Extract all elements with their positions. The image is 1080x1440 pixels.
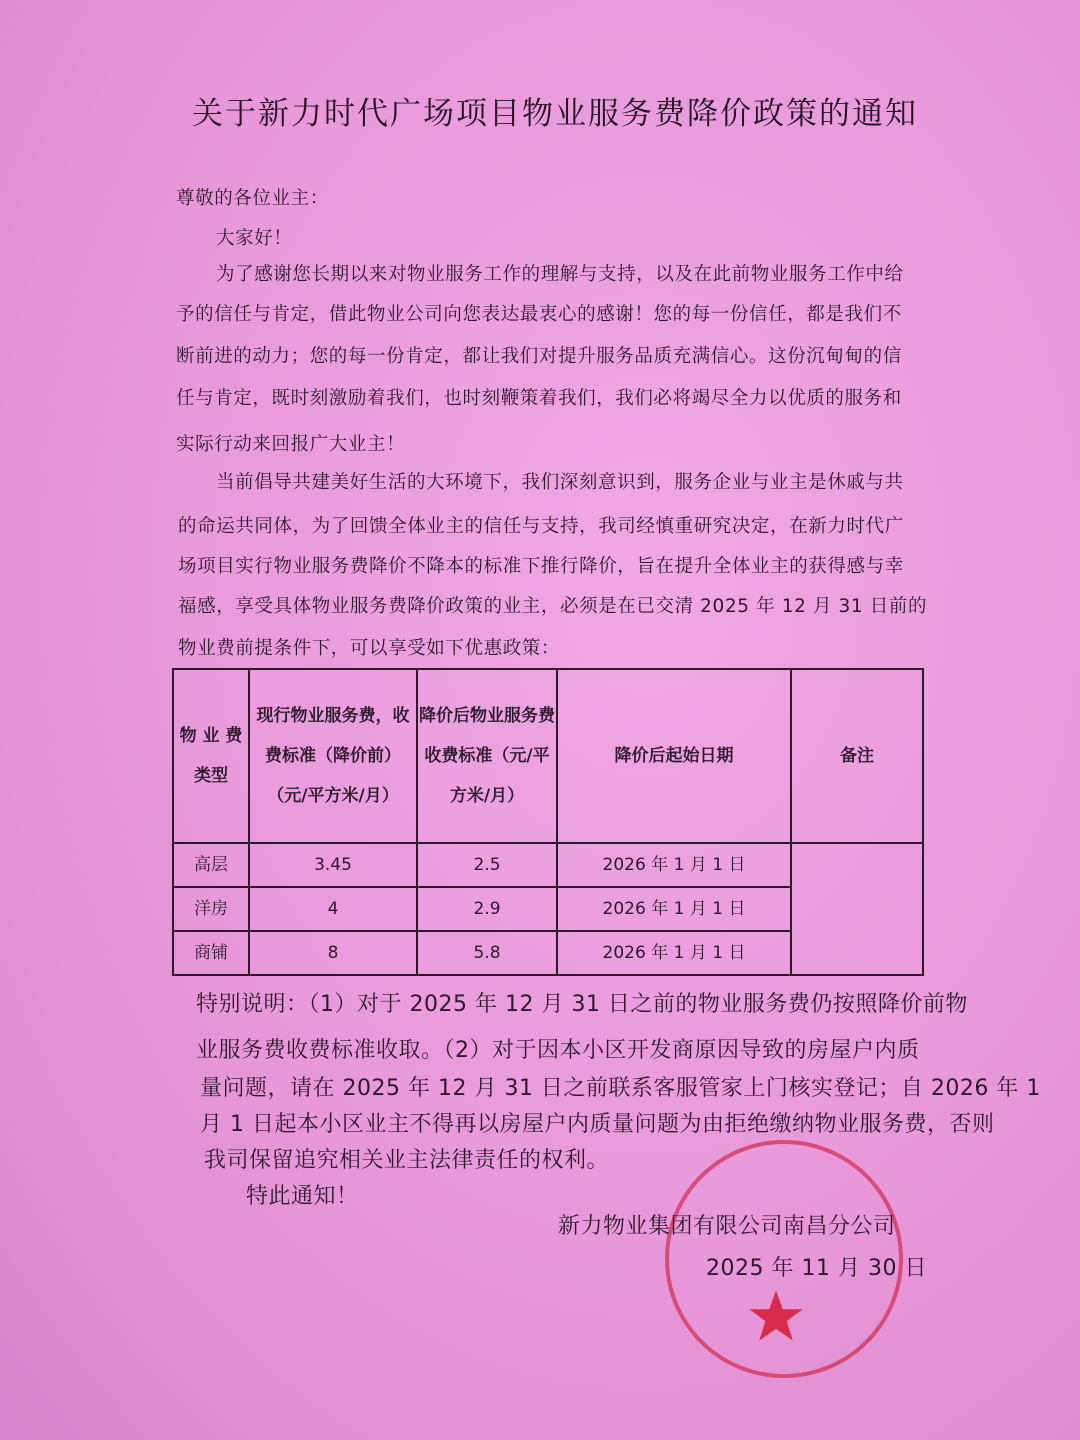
cell-date: 2026 年 1 月 1 日 <box>557 887 791 931</box>
cell-type: 洋房 <box>173 887 249 931</box>
fee-table <box>172 668 924 976</box>
salutation: 尊敬的各位业主： <box>176 188 329 209</box>
cell-date: 2026 年 1 月 1 日 <box>557 931 791 975</box>
cell-type: 高层 <box>173 843 249 887</box>
greeting: 大家好！ <box>216 228 293 249</box>
closing: 特此通知！ <box>246 1184 359 1209</box>
para2-line: 物业费前提条件下，可以享受如下优惠政策： <box>178 638 561 659</box>
header-current-fee: 现行物业服务费，收费标准（降价前）（元/平方米/月） <box>249 669 417 843</box>
cell-new: 5.8 <box>417 931 557 975</box>
para1-line: 任与肯定，既时刻激励着我们，也时刻鞭策着我们，我们必将竭尽全力以优质的服务和 <box>176 388 902 409</box>
cell-current: 3.45 <box>249 843 417 887</box>
para1-line: 予的信任与肯定，借此物业公司向您表达最衷心的感谢！您的每一份信任，都是我们不 <box>176 304 902 325</box>
para1-line: 实际行动来回报广大业主！ <box>176 434 406 455</box>
date: 2025 年 11 月 30 日 <box>706 1256 927 1281</box>
para2-line: 福感，享受具体物业服务费降价政策的业主，必须是在已交清 2025 年 12 月 31 日前的 <box>178 596 928 617</box>
para2-line: 的命运共同体，为了回馈全体业主的信任与支持，我司经慎重研究决定，在新力时代广 <box>178 516 904 537</box>
cell-date: 2026 年 1 月 1 日 <box>557 843 791 887</box>
seal-star-icon <box>748 1288 804 1344</box>
cell-current: 4 <box>249 887 417 931</box>
table-row <box>173 843 923 887</box>
header-start-date: 降价后起始日期 <box>557 669 791 843</box>
special-note-line: 量问题，请在 2025 年 12 月 31 日之前联系客服管家上门核实登记；自 2026 年 1 <box>200 1076 1041 1101</box>
special-note-line: 我司保留追究相关业主法律责任的权利。 <box>204 1148 610 1173</box>
para1-line: 断前进的动力；您的每一份肯定，都让我们对提升服务品质充满信心。这份沉甸甸的信 <box>176 346 902 367</box>
cell-remarks <box>791 843 923 975</box>
special-note-line: 特别说明：（1）对于 2025 年 12 月 31 日之前的物业服务费仍按照降价前物 <box>196 992 968 1017</box>
para2-line: 当前倡导共建美好生活的大环境下，我们深刻意识到，服务企业与业主是休戚与共 <box>216 472 904 493</box>
notice-title: 关于新力时代广场项目物业服务费降价政策的通知 <box>192 96 918 132</box>
table-header-row <box>173 669 923 843</box>
cell-new: 2.9 <box>417 887 557 931</box>
special-note-line: 月 1 日起本小区业主不得再以房屋户内质量问题为由拒绝缴纳物业服务费，否则 <box>200 1112 995 1137</box>
cell-current: 8 <box>249 931 417 975</box>
signature: 新力物业集团有限公司南昌分公司 <box>558 1214 896 1239</box>
header-remarks: 备注 <box>791 669 923 843</box>
special-note-line: 业服务费收费标准收取。（2）对于因本小区开发商原因导致的房屋户内质 <box>196 1038 920 1063</box>
para1-line: 为了感谢您长期以来对物业服务工作的理解与支持，以及在此前物业服务工作中给 <box>216 264 904 285</box>
para2-line: 场项目实行物业服务费降价不降本的标准下推行降价，旨在提升全体业主的获得感与幸 <box>178 556 904 577</box>
header-new-fee: 降价后物业服务费收费标准（元/平方米/月） <box>417 669 557 843</box>
header-fee-type: 物 业 费 类型 <box>173 669 249 843</box>
cell-new: 2.5 <box>417 843 557 887</box>
cell-type: 商铺 <box>173 931 249 975</box>
